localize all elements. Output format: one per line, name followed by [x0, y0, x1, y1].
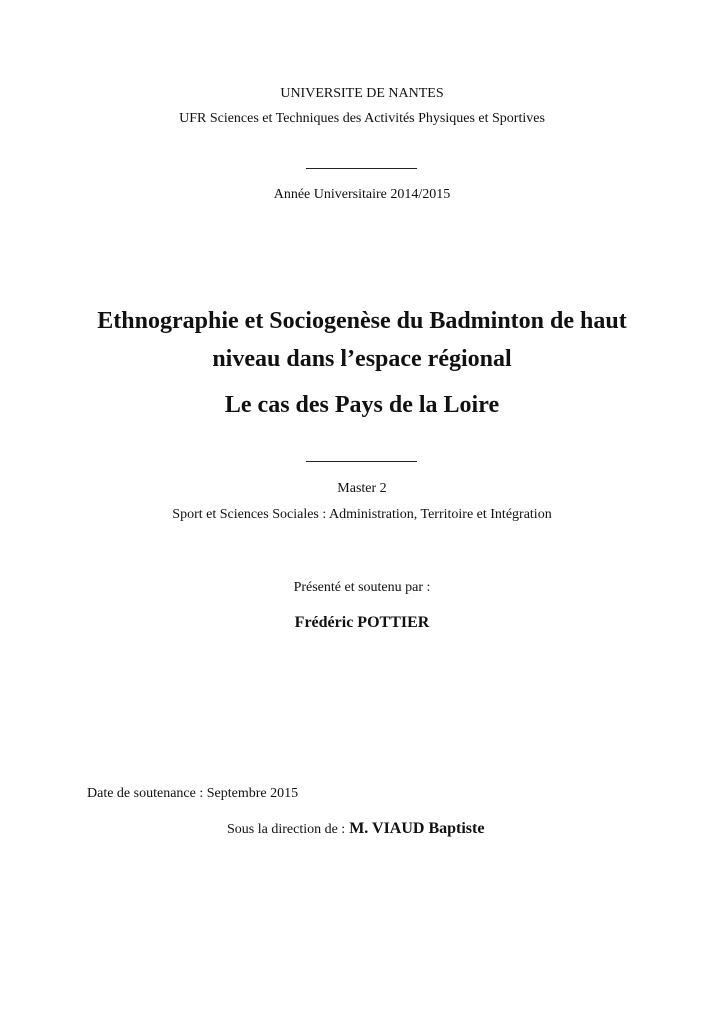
- thesis-title-line-3: Le cas des Pays de la Loire: [224, 392, 500, 418]
- thesis-title-line-1: Ethnographie et Sociogenèse du Badminton de haut: [97, 308, 627, 334]
- thesis-title-line-2: niveau dans l’espace régional: [212, 346, 512, 372]
- supervision-label: Sous la direction de :: [227, 822, 346, 837]
- defense-date: Date de soutenance : Septembre 2015: [87, 786, 299, 801]
- degree-specialty: Sport et Sciences Sociales : Administration, Territoire et Intégration: [172, 507, 552, 522]
- presented-by-label: Présenté et soutenu par :: [293, 580, 431, 595]
- supervision-line: [227, 820, 484, 838]
- university-name: UNIVERSITE DE NANTES: [280, 86, 444, 101]
- separator-rule-top: [306, 168, 417, 169]
- academic-year: Année Universitaire 2014/2015: [273, 187, 451, 202]
- author-name: Frédéric POTTIER: [294, 614, 430, 631]
- supervisor-name: M. VIAUD Baptiste: [349, 820, 485, 837]
- faculty-name: UFR Sciences et Techniques des Activités Physiques et Sportives: [179, 111, 545, 126]
- separator-rule-middle: [306, 461, 417, 462]
- degree-level: Master 2: [337, 481, 387, 496]
